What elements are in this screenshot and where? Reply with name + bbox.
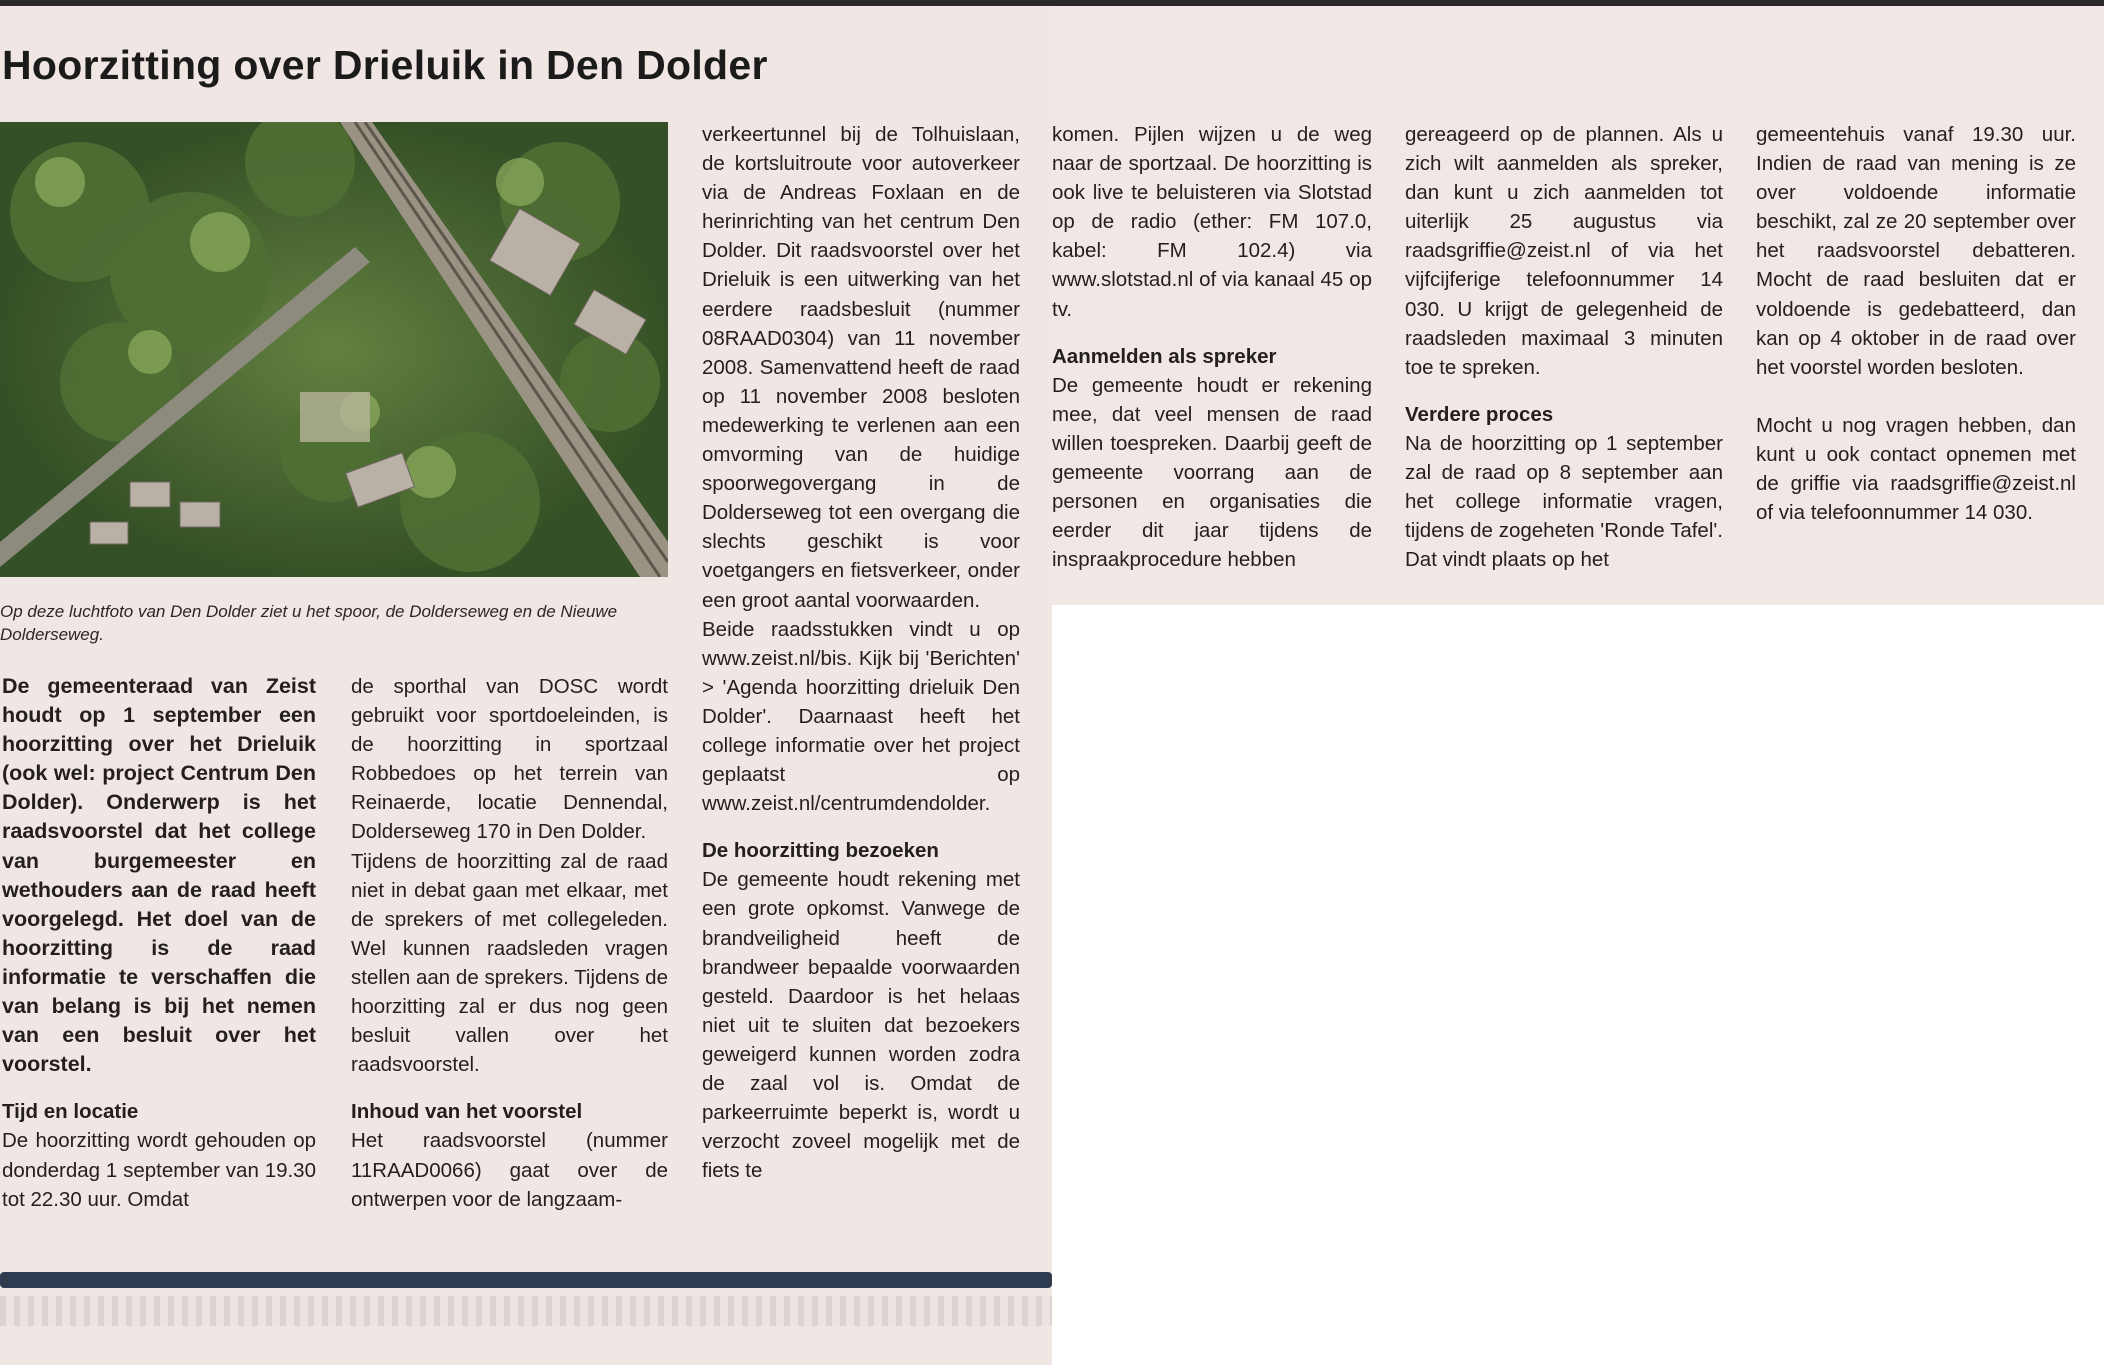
paragraph-bezoeken: De gemeente houdt rekening met een grote opkomst. Vanwege de brandveiligheid heeft de brandweer bepaalde voorwaarden gesteld. Daardoor is het helaas niet uit te sluiten dat bezoekers geweigerd kunnen worden zodra de zaal vol is. Omdat de parkeerruimte beperkt is, wordt u verzocht zoveel mogelijk met de fiets te [702,868,1020,1183]
aerial-photo [0,122,668,577]
paragraph-aanmelden: De gemeente houdt er rekening mee, dat veel mensen de raad willen toespreken. Daarbij geeft de gemeente voorrang aan de personen en organisaties die eerder dit jaar tijdens de inspraakprocedure hebben [1052,373,1372,572]
paragraph-proces: Na de hoorzitting op 1 september zal de raad op 8 september aan het college informatie vragen, tijdens de zogeheten 'Ronde Tafel'. Dat vindt plaats op het [1405,431,1723,572]
column-6 [1756,120,2076,527]
paragraph-komen: komen. Pijlen wijzen u de weg naar de sportzaal. De hoorzitting is ook live te beluisteren via Slotstad op de radio (ether: FM 107.0, kabel: FM 102.4) via www.slotstad.nl of via kanaal 45 op tv. [1052,123,1372,321]
paragraph-gemeentehuis: gemeentehuis vanaf 19.30 uur. Indien de raad van mening is ze over voldoende informatie beschikt, zal ze 20 september over het raadsvoorstel debatteren. Mocht de raad besluiten dat er voldoende is gedebatteerd, dan kan op 4 oktober in de raad over het voorstel worden besloten. [1756,123,2076,379]
bottom-rule [0,1272,1052,1288]
paragraph-drieluik: verkeertunnel bij de Tolhuislaan, de kortsluitroute voor autoverkeer via de Andreas Foxlaan en de herinrichting van het centrum Den Dolder. Dit raadsvoorstel over het Drieluik is een uitwerking van het eerdere raadsbesluit (nummer 08RAAD0304) van 11 november 2008. Samenvattend heeft de raad op 11 november 2008 besloten medewerking te verlenen aan een omvorming van de huidige spoorwegovergang in de Dolderseweg tot een overgang die slechts geschikt is voor voetgangers en fietsverkeer, onder een groot aantal voorwaarden. [702,123,1020,612]
column-3 [702,120,1020,1185]
photo-caption: Op deze luchtfoto van Den Dolder ziet u het spoor, de Dolderseweg en de Nieuwe Dolderseweg. [0,602,618,644]
paragraph-debat: Tijdens de hoorzitting zal de raad niet in debat gaan met elkaar, met de sprekers of met collegeleden. Wel kunnen raadsleden vragen stellen aan de sprekers. Tijdens de hoorzitting zal er dus nog geen besluit vallen over het raadsvoorstel. [351,849,668,1077]
subhead-proces: Verdere proces [1405,402,1554,426]
subhead-bezoeken: De hoorzitting bezoeken [702,839,939,863]
paragraph-locatie: de sporthal van DOSC wordt gebruikt voor sportdoeleinden, is de hoorzitting in sportzaal Robbedoes op het terrein van Reinaerde, locatie Dennendal, Dolderseweg 170 in Den Dolder. [351,675,668,844]
subhead-inhoud: Inhoud van het voorstel [351,1100,583,1124]
column-5 [1405,120,1723,574]
paragraph-gereageerd: gereageerd op de plannen. Als u zich wilt aanmelden als spreker, dan kunt u zich aanmelden tot uiterlijk 25 augustus via raadsgriffie@zeist.nl of via het vijfcijferige telefoonnummer 14 030. U krijgt de gelegenheid de raadsleden maximaal 3 minuten toe te spreken. [1405,123,1723,379]
paragraph-vragen: Mocht u nog vragen hebben, dan kunt u ook contact opnemen met de griffie via raadsgriffie@zeist.nl of via telefoonnummer 14 030. [1756,413,2076,525]
lead-paragraph: De gemeenteraad van Zeist houdt op 1 september een hoorzitting over het Drieluik (ook wel: project Centrum Den Dolder). Onderwerp is het raadsvoorstel dat het college van burgemeester en wethouders aan de raad heeft voorgelegd. Het doel van de hoorzitting is de raad informatie te verschaffen die van belang is bij het nemen van een besluit over het voorstel. [2,674,316,1077]
subhead-tijd: Tijd en locatie [2,1100,139,1124]
column-4 [1052,120,1372,574]
column-1 [2,672,316,1214]
paragraph-tijd: De hoorzitting wordt gehouden op donderdag 1 september van 19.30 tot 22.30 uur. Omdat [2,1129,316,1211]
column-2 [351,672,668,1214]
article-headline: Hoorzitting over Drieluik in Den Dolder [2,42,768,88]
scan-edge [0,1296,1052,1326]
aerial-photo-image [0,122,668,577]
top-rule [0,0,2104,6]
paragraph-raadsstukken: Beide raadsstukken vindt u op www.zeist.nl/bis. Kijk bij 'Berichten' > 'Agenda hoorzitting drieluik Den Dolder'. Daarnaast heeft het college informatie over het project geplaatst op www.zeist.nl/centrumdendolder. [702,617,1020,816]
subhead-aanmelden: Aanmelden als spreker [1052,344,1277,368]
paragraph-inhoud: Het raadsvoorstel (nummer 11RAAD0066) gaat over de ontwerpen voor de langzaam- [351,1129,668,1211]
